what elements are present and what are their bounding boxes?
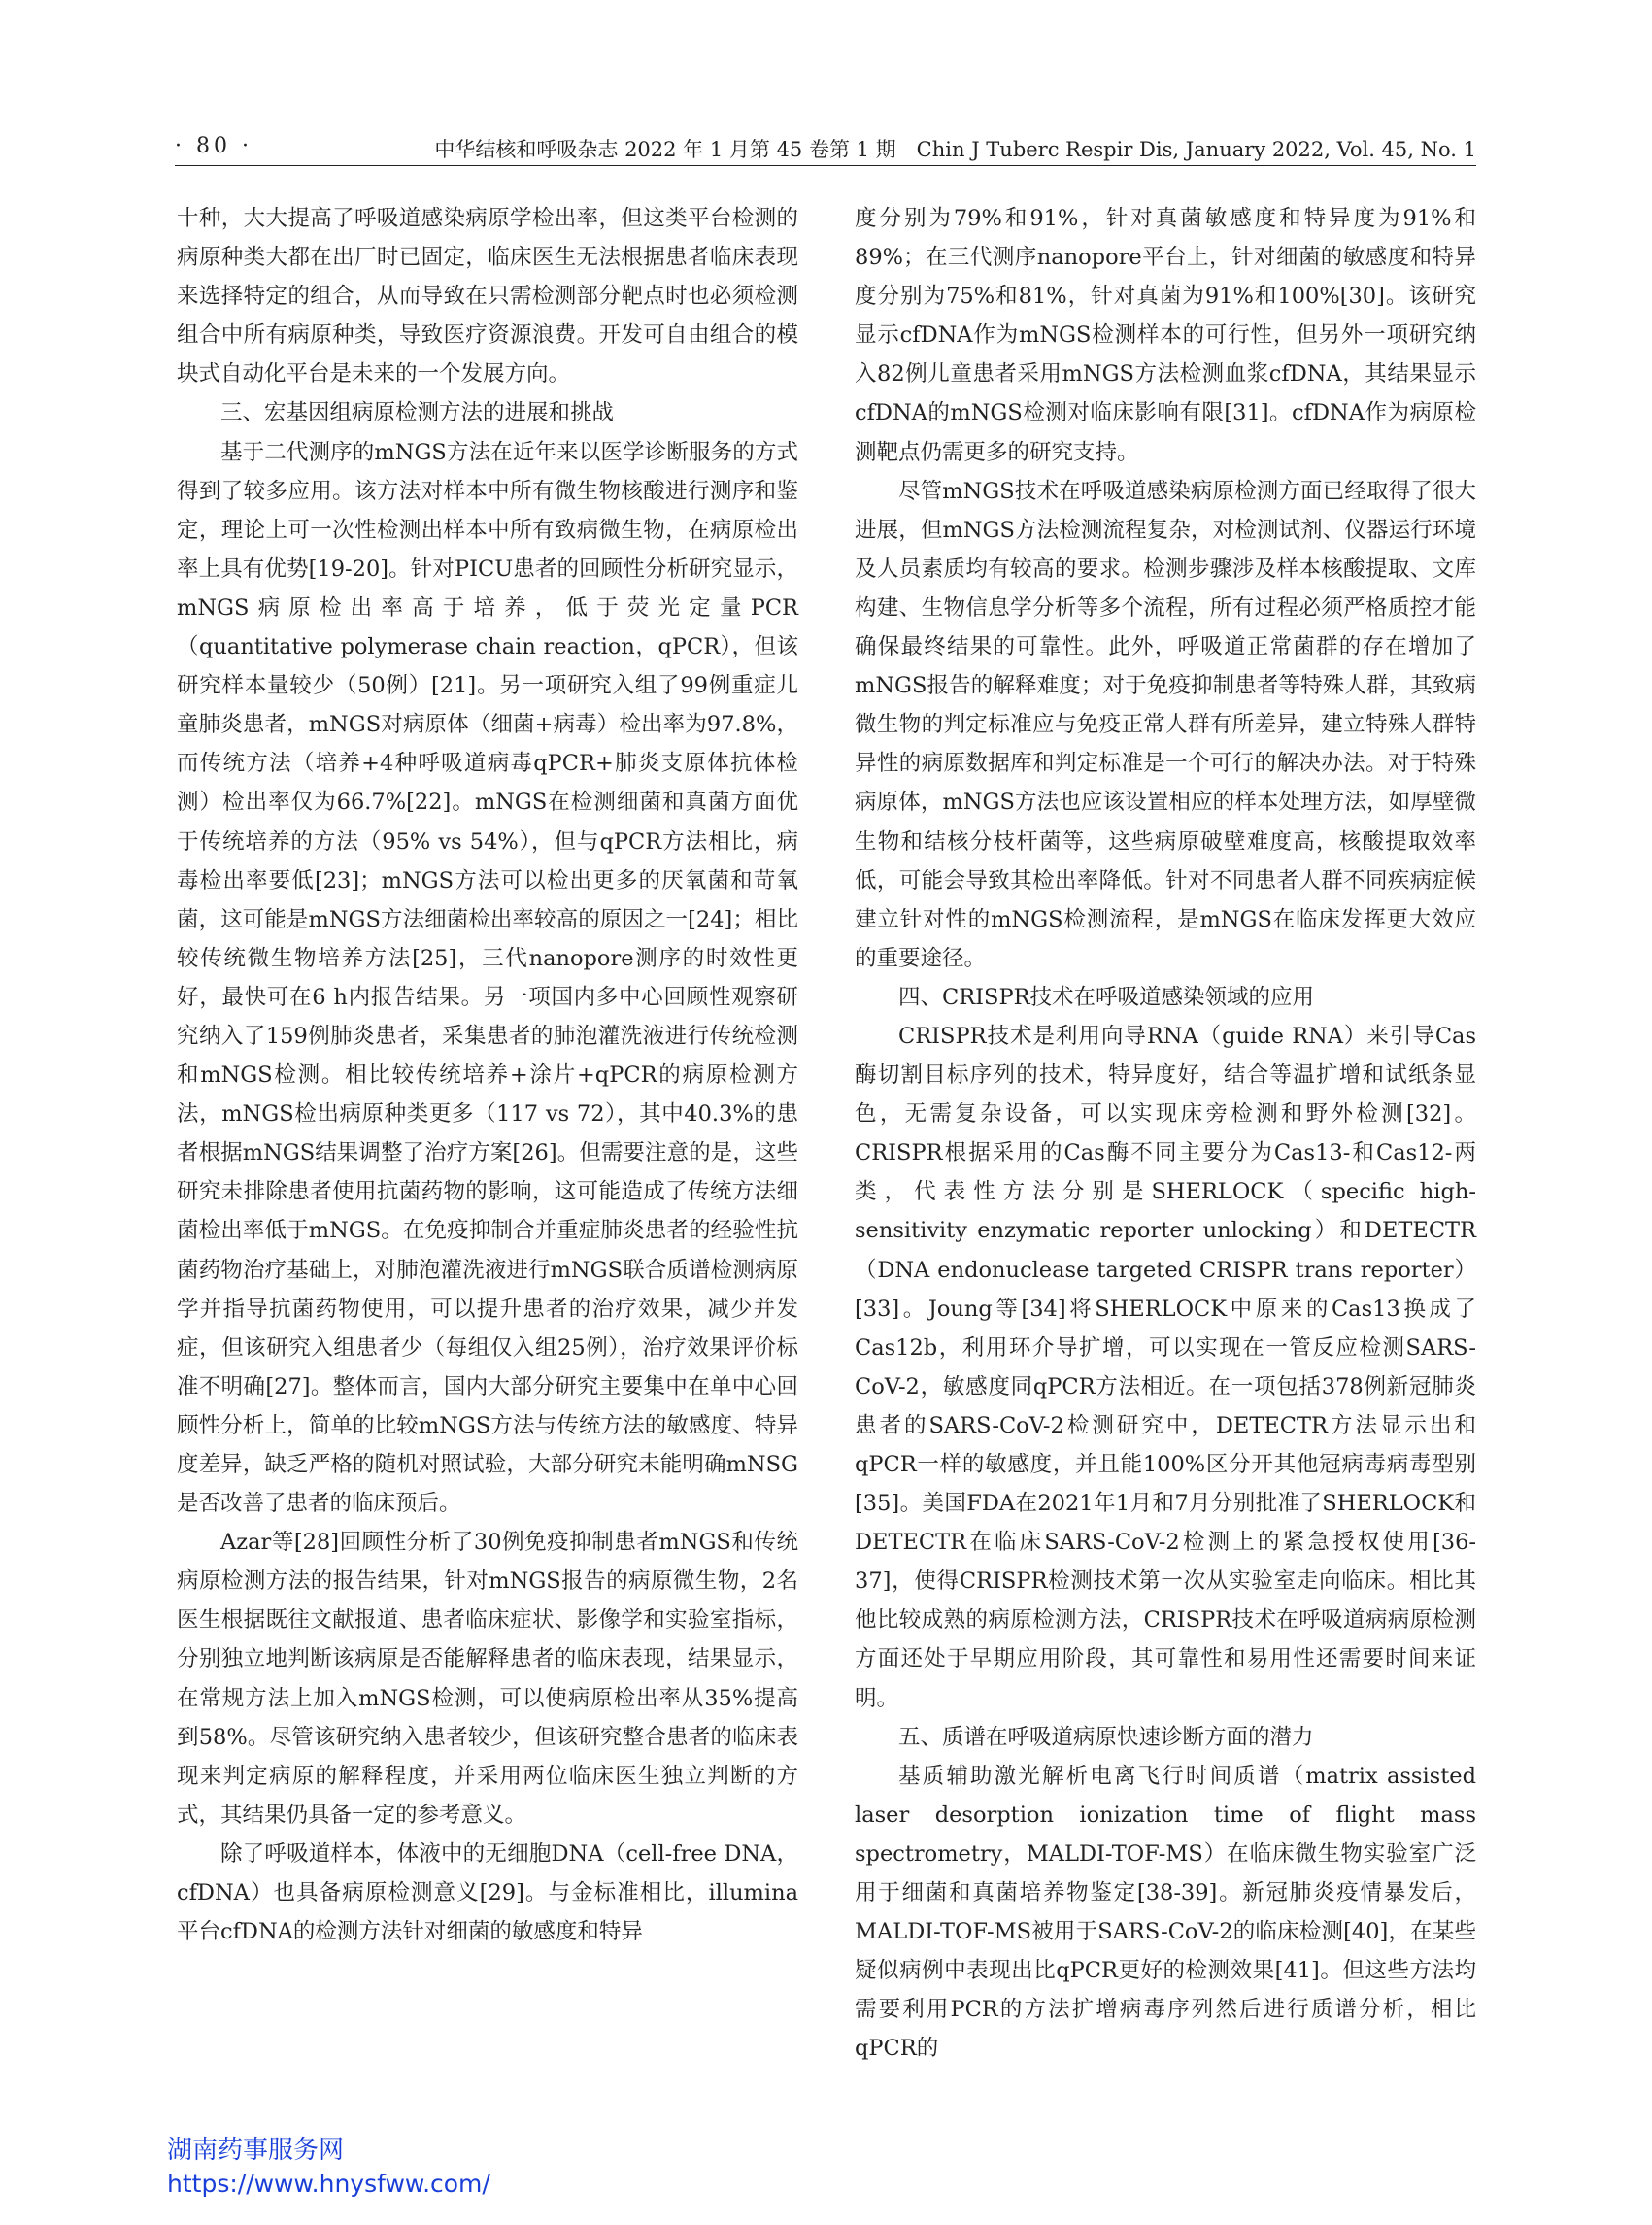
paragraph: Azar等[28]回顾性分析了30例免疫抑制患者mNGS和传统病原检测方法的报告结果，针对mNGS报告的病原微生物，2名医生根据既往文献报道、患者临床症状、影像学和实验室指标，分别独立地判断该病原是否能解释患者的临床表现，结果显示，在常规方法上加入mNGS检测，可以使病原检出率从35%提高到58%。尽管该研究纳入患者较少，但该研究整合患者的临床表现来判定病原的解释程度，并采用两位临床医生独立判断的方式，其结果仍具备一定的参考意义。 (177, 1530, 798, 1828)
site-watermark (167, 2133, 490, 2201)
section-heading: 三、宏基因组病原检测方法的进展和挑战 (220, 400, 615, 426)
paragraph: 度分别为79%和91%，针对真菌敏感度和特异度为91%和89%；在三代测序nanopore平台上，针对细菌的敏感度和特异度分别为75%和81%，针对真菌为91%和100%[30]。该研究显示cfDNA作为mNGS检测样本的可行性，但另外一项研究纳入82例儿童患者采用mNGS方法检测血浆cfDNA，其结果显示cfDNA的mNGS检测对临床影响有限[31]。cfDNA作为病原检测靶点仍需更多的研究支持。 (855, 206, 1476, 465)
paragraph: 十种，大大提高了呼吸道感染病原学检出率，但这类平台检测的病原种类大都在出厂时已固定，临床医生无法根据患者临床表现来选择特定的组合，从而导致在只需检测部分靶点时也必须检测组合中所有病原种类，导致医疗资源浪费。开发可自由组合的模块式自动化平台是未来的一个发展方向。 (177, 206, 798, 388)
section-heading: 五、质谱在呼吸道病原快速诊断方面的潜力 (898, 1724, 1314, 1750)
paragraph: CRISPR技术是利用向导RNA（guide RNA）来引导Cas酶切割目标序列的技术，特异度好，结合等温扩增和试纸条显色，无需复杂设备，可以实现床旁检测和野外检测[32]。CRISPR根据采用的Cas酶不同主要分为Cas13-和Cas12-两类，代表性方法分别是SHERLOCK（specific high-sensitivity enzymatic reporter unlocking）和DETECTR（DNA endonuclease targeted CRISPR trans reporter）[33]。Joung等[34]将SHERLOCK中原来的Cas13换成了Cas12b，利用环介导扩增，可以实现在一管反应检测SARS-CoV-2，敏感度同qPCR方法相近。在一项包括378例新冠肺炎患者的SARS-CoV-2检测研究中，DETECTR方法显示出和qPCR一样的敏感度，并且能100%区分开其他冠病毒病毒型别[35]。美国FDA在2021年1月和7月分别批准了SHERLOCK和DETECTR在临床SARS-CoV-2检测上的紧急授权使用[36-37]，使得CRISPR检测技术第一次从实验室走向临床。相比其他比较成熟的病原检测方法，CRISPR技术在呼吸道病病原检测方面还处于早期应用阶段，其可靠性和易用性还需要时间来证明。 (855, 1023, 1476, 1711)
header-divider (175, 165, 1476, 166)
running-header (175, 134, 1476, 165)
right-column (855, 199, 1476, 2069)
paragraph: 基质辅助激光解析电离飞行时间质谱（matrix assisted laser desorption ionization time of flight mass spectrometry，MALDI-TOF-MS）在临床微生物实验室广泛用于细菌和真菌培养物鉴定[38-39]。新冠肺炎疫情暴发后，MALDI-TOF-MS被用于SARS-CoV-2的临床检测[40]，在某些疑似病例中表现出比qPCR更好的检测效果[41]。但这些方法均需要利用PCR的方法扩增病毒序列然后进行质谱分析，相比qPCR的 (855, 1763, 1476, 2062)
paragraph: 尽管mNGS技术在呼吸道感染病原检测方面已经取得了很大进展，但mNGS方法检测流程复杂，对检测试剂、仪器运行环境及人员素质均有较高的要求。检测步骤涉及样本核酸提取、文库构建、生物信息学分析等多个流程，所有过程必须严格质控才能确保最终结果的可靠性。此外，呼吸道正常菌群的存在增加了mNGS报告的解释难度；对于免疫抑制患者等特殊人群，其致病微生物的判定标准应与免疫正常人群有所差异，建立特殊人群特异性的病原数据库和判定标准是一个可行的解决办法。对于特殊病原体，mNGS方法也应该设置相应的样本处理方法，如厚壁微生物和结核分枝杆菌等，这些病原破壁难度高，核酸提取效率低，可能会导致其检出率降低。针对不同患者人群不同疾病症候建立针对性的mNGS检测流程，是mNGS在临床发挥更大效应的重要途径。 (855, 478, 1476, 971)
section-heading: 四、CRISPR技术在呼吸道感染领域的应用 (898, 984, 1315, 1010)
page-number: · 80 · (175, 134, 253, 158)
journal-citation: 中华结核和呼吸杂志 2022 年 1 月第 45 卷第 1 期 Chin J Tuberc Respir Dis, January 2022, Vol. 45, No. 1 (434, 138, 1476, 161)
left-column (177, 199, 798, 1951)
watermark-site-name: 湖南药事服务网 (167, 2136, 345, 2165)
paragraph: 除了呼吸道样本，体液中的无细胞DNA（cell-free DNA，cfDNA）也具备病原检测意义[29]。与金标准相比，illumina平台cfDNA的检测方法针对细菌的敏感度和特异 (177, 1840, 798, 1945)
paragraph: 基于二代测序的mNGS方法在近年来以医学诊断服务的方式得到了较多应用。该方法对样本中所有微生物核酸进行测序和鉴定，理论上可一次性检测出样本中所有致病微生物，在病原检出率上具有优势[19-20]。针对PICU患者的回顾性分析研究显示，mNGS病原检出率高于培养，低于荧光定量PCR（quantitative polymerase chain reaction，qPCR），但该研究样本量较少（50例）[21]。另一项研究入组了99例重症儿童肺炎患者，mNGS对病原体（细菌+病毒）检出率为97.8%，而传统方法（培养+4种呼吸道病毒qPCR+肺炎支原体抗体检测）检出率仅为66.7%[22]。mNGS在检测细菌和真菌方面优于传统培养的方法（95% vs 54%），但与qPCR方法相比，病毒检出率要低[23]；mNGS方法可以检出更多的厌氧菌和苛氧菌，这可能是mNGS方法细菌检出率较高的原因之一[24]；相比较传统微生物培养方法[25]，三代nanopore测序的时效性更好，最快可在6 h内报告结果。另一项国内多中心回顾性观察研究纳入了159例肺炎患者，采集患者的肺泡灌洗液进行传统检测和mNGS检测。相比较传统培养+涂片+qPCR的病原检测方法，mNGS检出病原种类更多（117 vs 72），其中40.3%的患者根据mNGS结果调整了治疗方案[26]。但需要注意的是，这些研究未排除患者使用抗菌药物的影响，这可能造成了传统方法细菌检出率低于mNGS。在免疫抑制合并重症肺炎患者的经验性抗菌药物治疗基础上，对肺泡灌洗液进行mNGS联合质谱检测病原学并指导抗菌药物使用，可以提升患者的治疗效果，减少并发症，但该研究入组患者少（每组仅入组25例），治疗效果评价标准不明确[27]。整体而言，国内大部分研究主要集中在单中心回顾性分析上，简单的比较mNGS方法与传统方法的敏感度、特异度差异，缺乏严格的随机对照试验，大部分研究未能明确mNSG是否改善了患者的临床预后。 (177, 439, 798, 1517)
watermark-url[interactable]: https://www.hnysfww.com/ (167, 2170, 490, 2198)
